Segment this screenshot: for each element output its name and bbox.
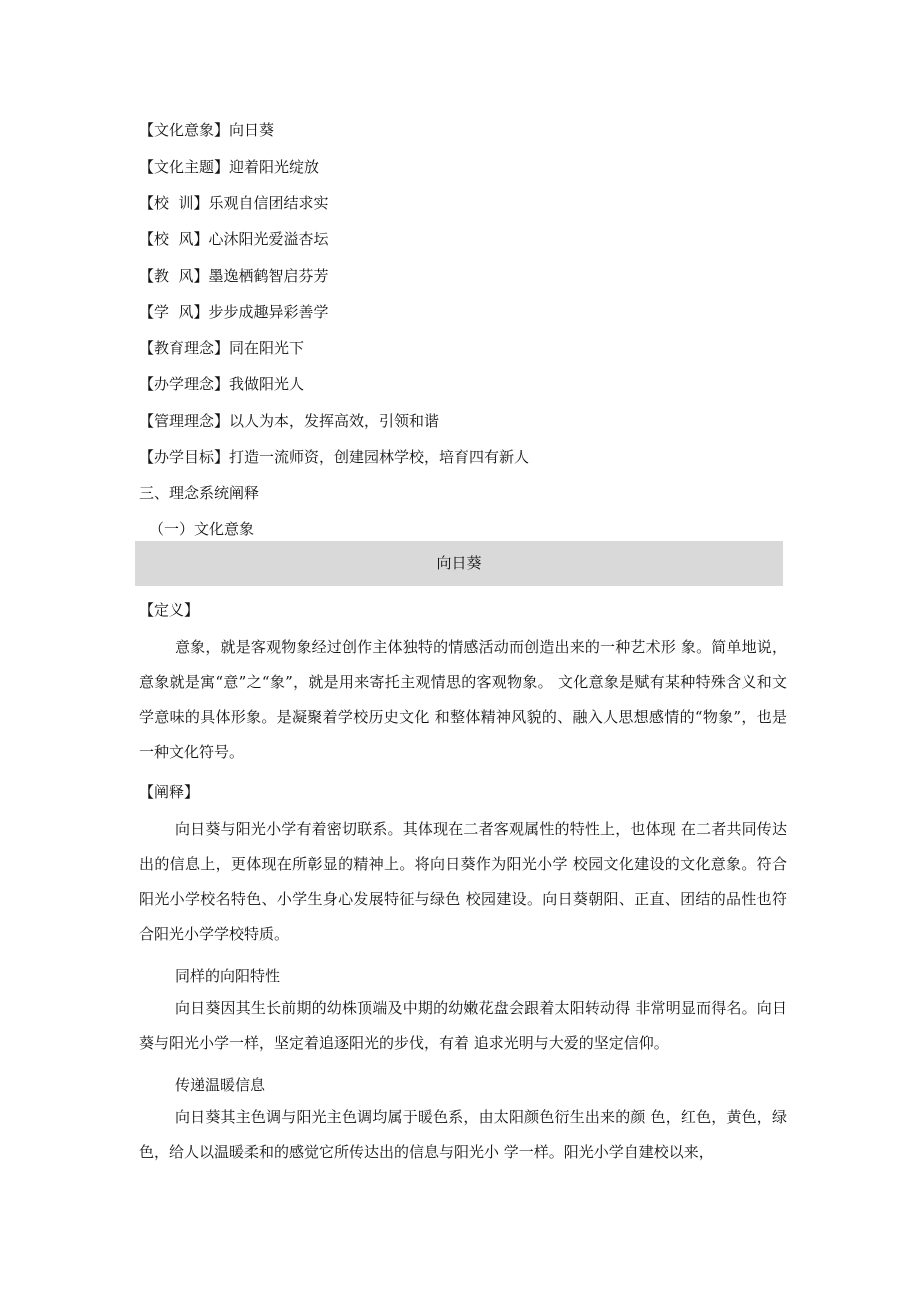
sub-heading: （一）文化意象 [149, 520, 255, 538]
point-paragraph-warmth: 向日葵其主色调与阳光主色调均属于暖色系，由太阳颜色衍生出来的颜 色，红色，黄色，绿色，给人以温暖柔和的感觉它所传达出的信息与阳光小 学一样。阳光小学自建校以来， [139, 1108, 787, 1161]
item-label: 【学 风】 [139, 303, 209, 321]
section-heading: 三、理念系统阐释 [139, 484, 260, 502]
item-value: 迎着阳光绽放 [229, 158, 320, 176]
item-value: 乐观自信团结求实 [208, 194, 329, 212]
item-label: 【教育理念】 [139, 339, 230, 357]
item-culture-theme [139, 157, 319, 177]
item-study-style [139, 302, 329, 322]
item-value: 向日葵 [229, 121, 275, 139]
item-value: 同在阳光下 [229, 339, 305, 357]
item-school-goal [139, 447, 529, 467]
item-education-philosophy [139, 338, 304, 358]
item-label: 【办学理念】 [139, 375, 230, 393]
item-value: 心沐阳光爱溢杏坛 [208, 230, 329, 248]
explanation-paragraph: 向日葵与阳光小学有着密切联系。其体现在二者客观属性的特性上，也体现 在二者共同传达出的信息上，更体现在所彰显的精神上。将向日葵作为阳光小学 校园文化建设的文化意象。符合阳光小学校名特色、小学生身心发展特征与绿色 校园建设。向日葵朝阳、正直、团结的品性也符合阳光小学学校特质。 [139, 820, 787, 943]
item-value: 墨逸栖鹤智启芬芳 [208, 267, 329, 285]
point-paragraph-sunward: 向日葵因其生长前期的幼株顶端及中期的幼嫩花盘会跟着太阳转动得 非常明显而得名。向日葵与阳光小学一样，坚定着追逐阳光的步伐，有着 追求光明与大爱的坚定信仰。 [139, 999, 787, 1052]
title-banner [135, 541, 783, 586]
item-value: 我做阳光人 [229, 375, 305, 393]
definition-paragraph: 意象，就是客观物象经过创作主体独特的情感活动而创造出来的一种艺术形 象。简单地说，意象就是寓“意”之“象”，就是用来寄托主观情思的客观物象。 文化意象是赋有某种特殊含义和文学意味的具体形象。是凝聚着学校历史文化 和整体精神风貌的、融入人思想感情的“物象”，也是一种文化符号。 [139, 638, 787, 761]
item-management-philosophy [139, 411, 439, 431]
item-value: 打造一流师资，创建园林学校，培育四有新人 [229, 448, 530, 466]
item-culture-image [139, 120, 274, 140]
item-label: 【校 训】 [139, 194, 209, 212]
item-label: 【文化意象】 [139, 121, 230, 139]
item-value: 步步成趣异彩善学 [208, 303, 329, 321]
item-label: 【教 风】 [139, 267, 209, 285]
item-value: 以人为本，发挥高效，引领和谐 [229, 412, 440, 430]
point-title-sunward: 同样的向阳特性 [175, 967, 281, 985]
item-school-spirit [139, 229, 329, 249]
item-label: 【校 风】 [139, 230, 209, 248]
point-title-warmth: 传递温暖信息 [175, 1076, 266, 1094]
item-label: 【管理理念】 [139, 412, 230, 430]
banner-title: 向日葵 [436, 554, 482, 572]
item-teaching-style [139, 266, 329, 286]
explanation-label: 【阐释】 [139, 783, 200, 801]
item-school-philosophy [139, 374, 304, 394]
item-label: 【文化主题】 [139, 158, 230, 176]
definition-label: 【定义】 [139, 601, 200, 619]
item-school-motto [139, 193, 329, 213]
item-label: 【办学目标】 [139, 448, 230, 466]
